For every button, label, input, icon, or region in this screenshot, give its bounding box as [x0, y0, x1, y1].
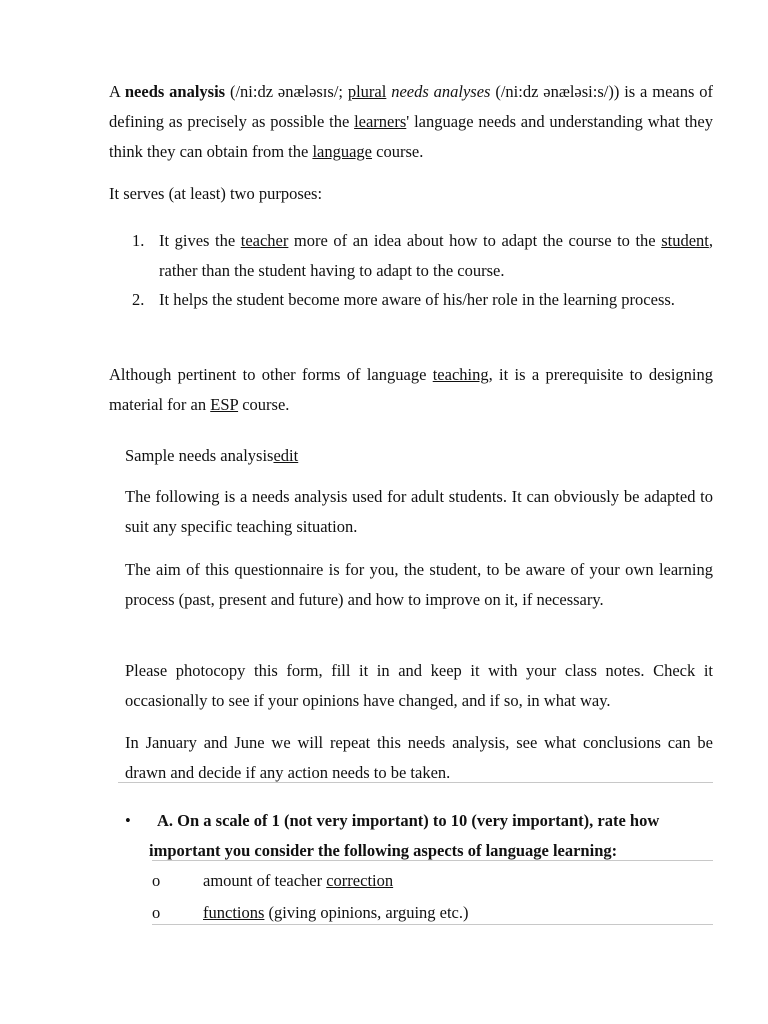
paragraph: The following is a needs analysis used for adult students. It can obviously be adapted to suit any specific teaching situation. [125, 487, 713, 536]
teacher-link[interactable]: teacher [240, 231, 289, 250]
paragraph-text: course. [238, 395, 290, 414]
sub-bullet-marker: o [152, 871, 161, 890]
functions-link[interactable]: functions [203, 903, 265, 922]
paragraph: The aim of this questionnaire is for you, the student, to be aware of your own learning process (past, present and future) and how to improve on it, if necessary. [125, 560, 713, 609]
sub-bullet-marker: o [152, 903, 161, 922]
intro-text: (/ni:dz ənæləsɪs/; [225, 82, 348, 101]
list-number: 1. [132, 231, 145, 250]
purposes-list [132, 226, 713, 315]
list-number: 2. [132, 290, 145, 309]
sub-item-text [203, 866, 393, 896]
learners-link[interactable]: learners [354, 112, 407, 131]
purposes-intro: It serves (at least) two purposes: [109, 184, 323, 203]
language-link[interactable]: language [312, 142, 373, 161]
term-needs-analysis: needs analysis [124, 82, 226, 101]
paragraph: Please photocopy this form, fill it in and keep it with your class notes. Check it occasionally to see if your opinions have changed, and if so, in what way. [125, 661, 713, 710]
divider [118, 782, 713, 783]
list-text: It helps the student become more aware of his/her role in the learning process. [159, 290, 675, 309]
paragraph-text: Although pertinent to other forms of language [109, 365, 433, 384]
section-a-heading [125, 806, 713, 866]
list-text: It gives the [159, 231, 241, 250]
paragraph-text: , it is a prerequisite to designing material for an [109, 365, 713, 414]
sample-heading [125, 441, 713, 471]
divider [152, 924, 713, 925]
heading-text: Sample needs analysis [125, 446, 274, 465]
intro-text: (/ni:dz ənæləsi:s/)) is a means of defining as precisely as possible the [109, 82, 713, 131]
list-text: , rather than the student having to adapt to the course. [159, 231, 713, 280]
teaching-link[interactable]: teaching [432, 365, 489, 384]
student-link[interactable]: student [661, 231, 709, 250]
section-a-line: important you consider the following aspects of language learning: [149, 841, 618, 860]
paragraph: In January and June we will repeat this needs analysis, see what conclusions can be drawn and decide if any action needs to be taken. [125, 733, 713, 782]
sub-item-label: amount of teacher [203, 871, 327, 890]
plural-link[interactable]: plural [347, 82, 387, 101]
section-a-line: A. On a scale of 1 (not very important) to 10 (very important), rate how [157, 811, 660, 830]
divider [152, 860, 713, 861]
sub-item-label: (giving opinions, arguing etc.) [264, 903, 469, 922]
intro-text: ' language needs and understanding what they think they can obtain from the [109, 112, 713, 161]
esp-link[interactable]: ESP [210, 395, 239, 414]
intro-text: A [109, 82, 125, 101]
list-item [132, 226, 713, 285]
list-text: more of an idea about how to adapt the course to the [288, 231, 662, 250]
intro-paragraph [109, 77, 713, 167]
correction-link[interactable]: correction [326, 871, 394, 890]
list-item [132, 285, 713, 315]
pertinent-paragraph [109, 360, 713, 420]
bullet-marker: • [125, 811, 131, 830]
intro-text: course. [372, 142, 424, 161]
edit-link[interactable]: edit [273, 446, 299, 465]
plural-term: needs analyses [386, 82, 491, 101]
